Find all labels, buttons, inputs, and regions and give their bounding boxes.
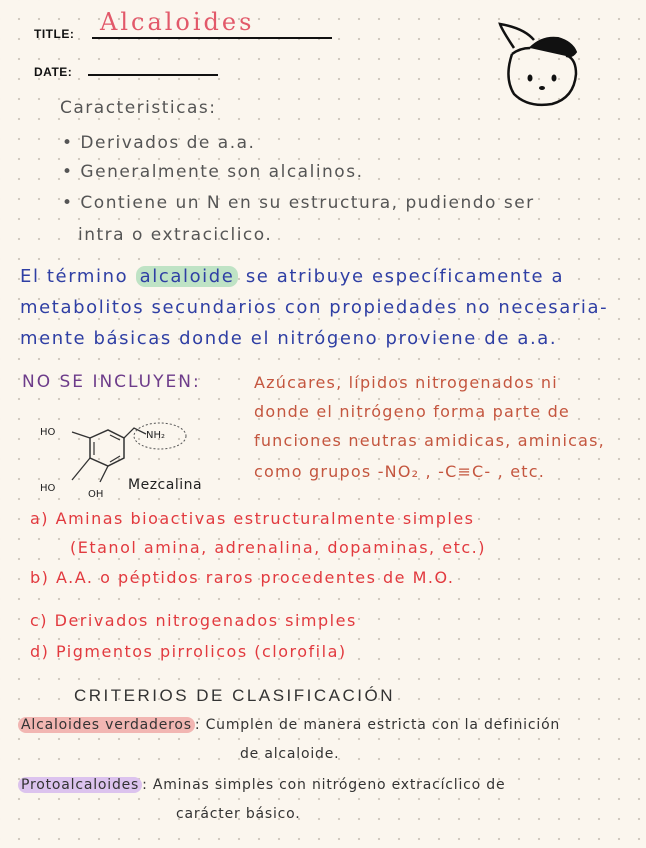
title-label: TITLE:: [34, 27, 75, 41]
molecule-label: NH₂: [146, 430, 166, 441]
list-item: c) Derivados nitrogenados simples: [30, 611, 357, 630]
list-item: d) Pigmentos pirrolicos (clorofila): [30, 642, 347, 661]
molecule-label: HO: [40, 483, 56, 494]
criteria-item: [18, 717, 560, 733]
date-underline: [88, 74, 218, 76]
exclusion-line: Azúcares, lípidos nitrogenados ni: [254, 373, 558, 392]
characteristic-item: • Generalmente son alcalinos.: [62, 162, 364, 182]
title-underline: [92, 37, 332, 39]
date-label: DATE:: [34, 65, 73, 79]
molecule-label: HO: [40, 427, 56, 438]
definition-line: mente básicas donde el nitrógeno proviene de a.a.: [20, 328, 558, 349]
puppy-doodle-icon: [494, 18, 586, 110]
characteristic-item: • Derivados de a.a.: [62, 133, 256, 153]
list-item: b) A.A. o péptidos raros procedentes de M.O.: [30, 568, 455, 587]
definition-text: se atribuye específicamente a: [245, 266, 565, 287]
criteria-description: : Aminas simples con nitrógeno extracíclico de: [142, 777, 506, 793]
definition-text: El término: [20, 266, 129, 287]
exclusion-line: como grupos -NO₂ , -C≡C- , etc.: [254, 462, 546, 481]
exclusion-line: funciones neutras amidicas, aminicas,: [254, 431, 605, 450]
definition-line: [20, 266, 564, 287]
criteria-description: de alcaloide.: [240, 746, 340, 762]
exclusion-line: donde el nitrógeno forma parte de: [254, 402, 570, 421]
criteria-term: Protoalcaloides: [18, 777, 142, 793]
criteria-heading: CRITERIOS DE CLASIFICACIÓN: [74, 686, 395, 705]
criteria-term: Alcaloides verdaderos: [18, 717, 195, 733]
characteristic-item: • Contiene un N en su estructura, pudiendo ser: [62, 193, 535, 213]
page-title: Alcaloides: [100, 8, 255, 36]
exclusions-heading: NO SE INCLUYEN:: [22, 372, 201, 392]
definition-line: metabolitos secundarios con propiedades no necesaria-: [20, 297, 609, 318]
molecule-label: OH: [88, 489, 104, 500]
criteria-description: carácter básico.: [176, 806, 301, 822]
highlighted-term: alcaloide: [136, 266, 239, 287]
criteria-item: [18, 777, 505, 793]
list-item: a) Aminas bioactivas estructuralmente simples: [30, 509, 475, 528]
characteristics-heading: Caracteristicas:: [60, 98, 217, 118]
molecule-name: Mezcalina: [128, 477, 203, 493]
characteristic-item: intra o extraciclico.: [78, 225, 273, 245]
list-item: (Etanol amina, adrenalina, dopaminas, etc.): [70, 538, 486, 557]
criteria-description: : Cumplen de manera estricta con la definición: [194, 717, 561, 733]
